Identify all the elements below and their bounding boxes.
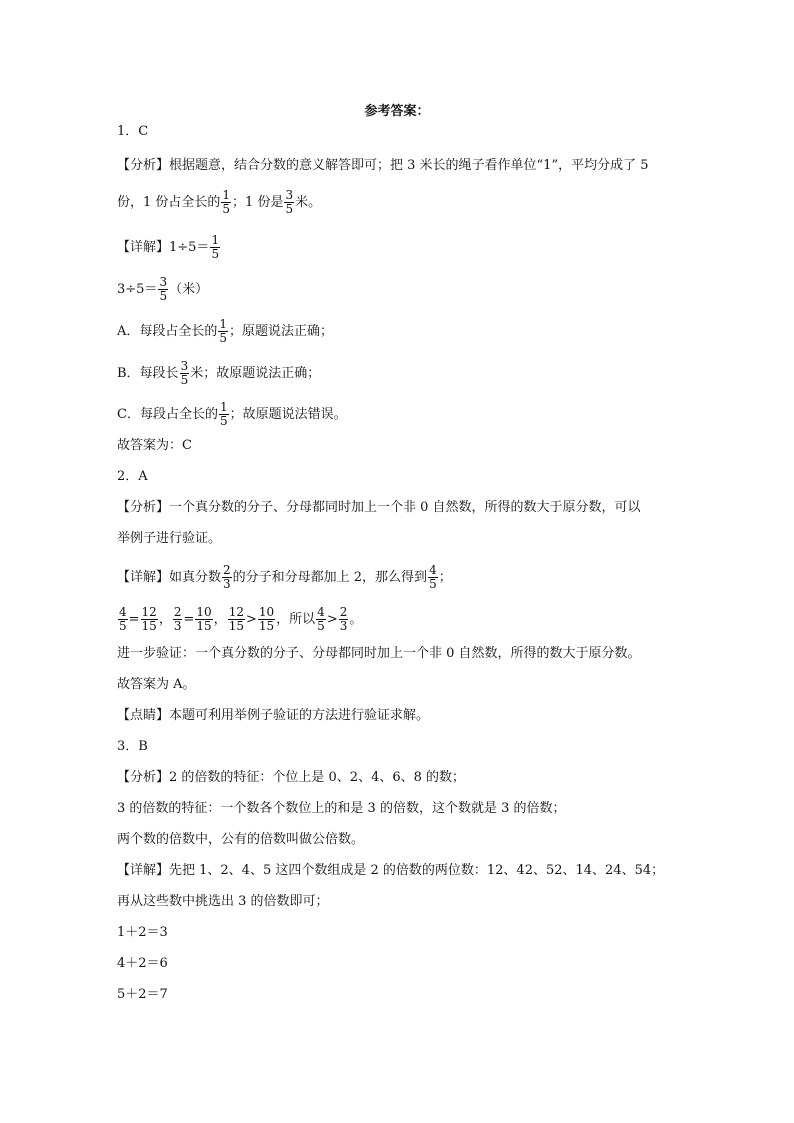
fraction-1-5: $\frac{1}{5}$	[211, 233, 220, 261]
q3-detail-line2: 再从这些数中挑选出 3 的倍数即可；	[117, 894, 329, 909]
q2-analysis-line2: 举例子进行验证。	[117, 531, 222, 546]
page-title: 参考答案：	[364, 104, 430, 119]
fraction-3-5: $\frac{3}{5}$	[180, 359, 189, 387]
q1-option-c: C．每段占全长的 $\frac{1}{5}$ ；故原题说法错误。	[117, 400, 347, 428]
q1-option-a: A．每段占全长的 $\frac{1}{5}$ ；原题说法正确；	[117, 317, 334, 345]
q2-comment: 【点睛】本题可利用举例子验证的方法进行验证求解。	[117, 708, 430, 723]
q3-analysis-line3: 两个数的倍数中，公有的倍数叫做公倍数。	[117, 832, 365, 847]
q1-detail-line2: 3÷5＝ $\frac{3}{5}$ （米）	[117, 275, 209, 303]
q2-answer: 2．A	[117, 469, 148, 484]
q2-detail-line1: 【详解】如真分数 $\frac{2}{3}$ 的分子和分母都加上 2，那么得到 $\frac{4}{5}$ ；	[117, 563, 452, 591]
fraction-3-5: $\frac{3}{5}$	[159, 275, 168, 303]
q3-analysis-line1: 【分析】2 的倍数的特征：个位上是 0、2、4、6、8 的数；	[117, 770, 466, 785]
fraction-4-5: $\frac{4}{5}$	[119, 605, 127, 633]
fraction-12-15: $\frac{12}{15}$	[228, 605, 244, 633]
q3-analysis-line2: 3 的倍数的特征：一个数各个数位上的和是 3 的倍数，这个数就是 3 的倍数；	[117, 801, 566, 816]
fraction-1-5: $\frac{1}{5}$	[219, 400, 228, 428]
q1-final: 故答案为：C	[117, 438, 192, 453]
fraction-4-5: $\frac{4}{5}$	[429, 563, 437, 591]
fraction-10-15: $\frac{10}{15}$	[258, 605, 275, 633]
q1-answer: 1．C	[117, 124, 149, 139]
q3-calc-1: 1＋2＝3	[117, 925, 168, 940]
fraction-3-5: $\frac{3}{5}$	[285, 188, 294, 216]
q1-analysis-line1: 【分析】根据题意，结合分数的意义解答即可；把 3 米长的绳子看作单位“1”，平均分成了 5	[117, 158, 649, 173]
fraction-4-5: $\frac{4}{5}$	[317, 605, 325, 633]
q3-calc-3: 5＋2＝7	[117, 987, 168, 1002]
fraction-2-3: $\frac{2}{3}$	[339, 605, 348, 633]
q1-analysis-line2: 份，1 份占全长的 $\frac{1}{5}$ ；1 份是 $\frac{3}{5}$ 米。	[117, 188, 322, 216]
q1-option-b: B．每段长 $\frac{3}{5}$ 米；故原题说法正确；	[117, 359, 321, 387]
q2-final: 故答案为 A。	[117, 677, 196, 692]
q2-equation-line: $\frac{4}{5}$ = $\frac{12}{15}$ ， $\frac{2}{3}$ = $\frac{10}{15}$ ， $\frac{12}{15}$ > $\frac{10}{15}$ ，所以 $\frac{4}{5}$ > $\frac{2}{3}$ 。	[119, 605, 363, 633]
fraction-1-5: $\frac{1}{5}$	[219, 317, 228, 345]
fraction-2-3: $\frac{2}{3}$	[223, 563, 231, 591]
q3-detail-line1: 【详解】先把 1、2、4、5 这四个数组成是 2 的倍数的两位数：12、42、52、14、24、54；	[117, 863, 665, 878]
fraction-12-15: $\frac{12}{15}$	[141, 605, 157, 633]
q3-answer: 3．B	[117, 739, 148, 754]
fraction-10-15: $\frac{10}{15}$	[196, 605, 212, 633]
q3-calc-2: 4＋2＝6	[117, 956, 168, 971]
fraction-1-5: $\frac{1}{5}$	[222, 188, 231, 216]
fraction-2-3: $\frac{2}{3}$	[173, 605, 182, 633]
q2-analysis-line1: 【分析】一个真分数的分子、分母都同时加上一个非 0 自然数，所得的数大于原分数，可以	[117, 500, 641, 515]
q2-further: 进一步验证：一个真分数的分子、分母都同时加上一个非 0 自然数，所得的数大于原分数。	[117, 646, 641, 661]
q1-detail-line1: 【详解】1÷5＝ $\frac{1}{5}$	[117, 233, 220, 261]
